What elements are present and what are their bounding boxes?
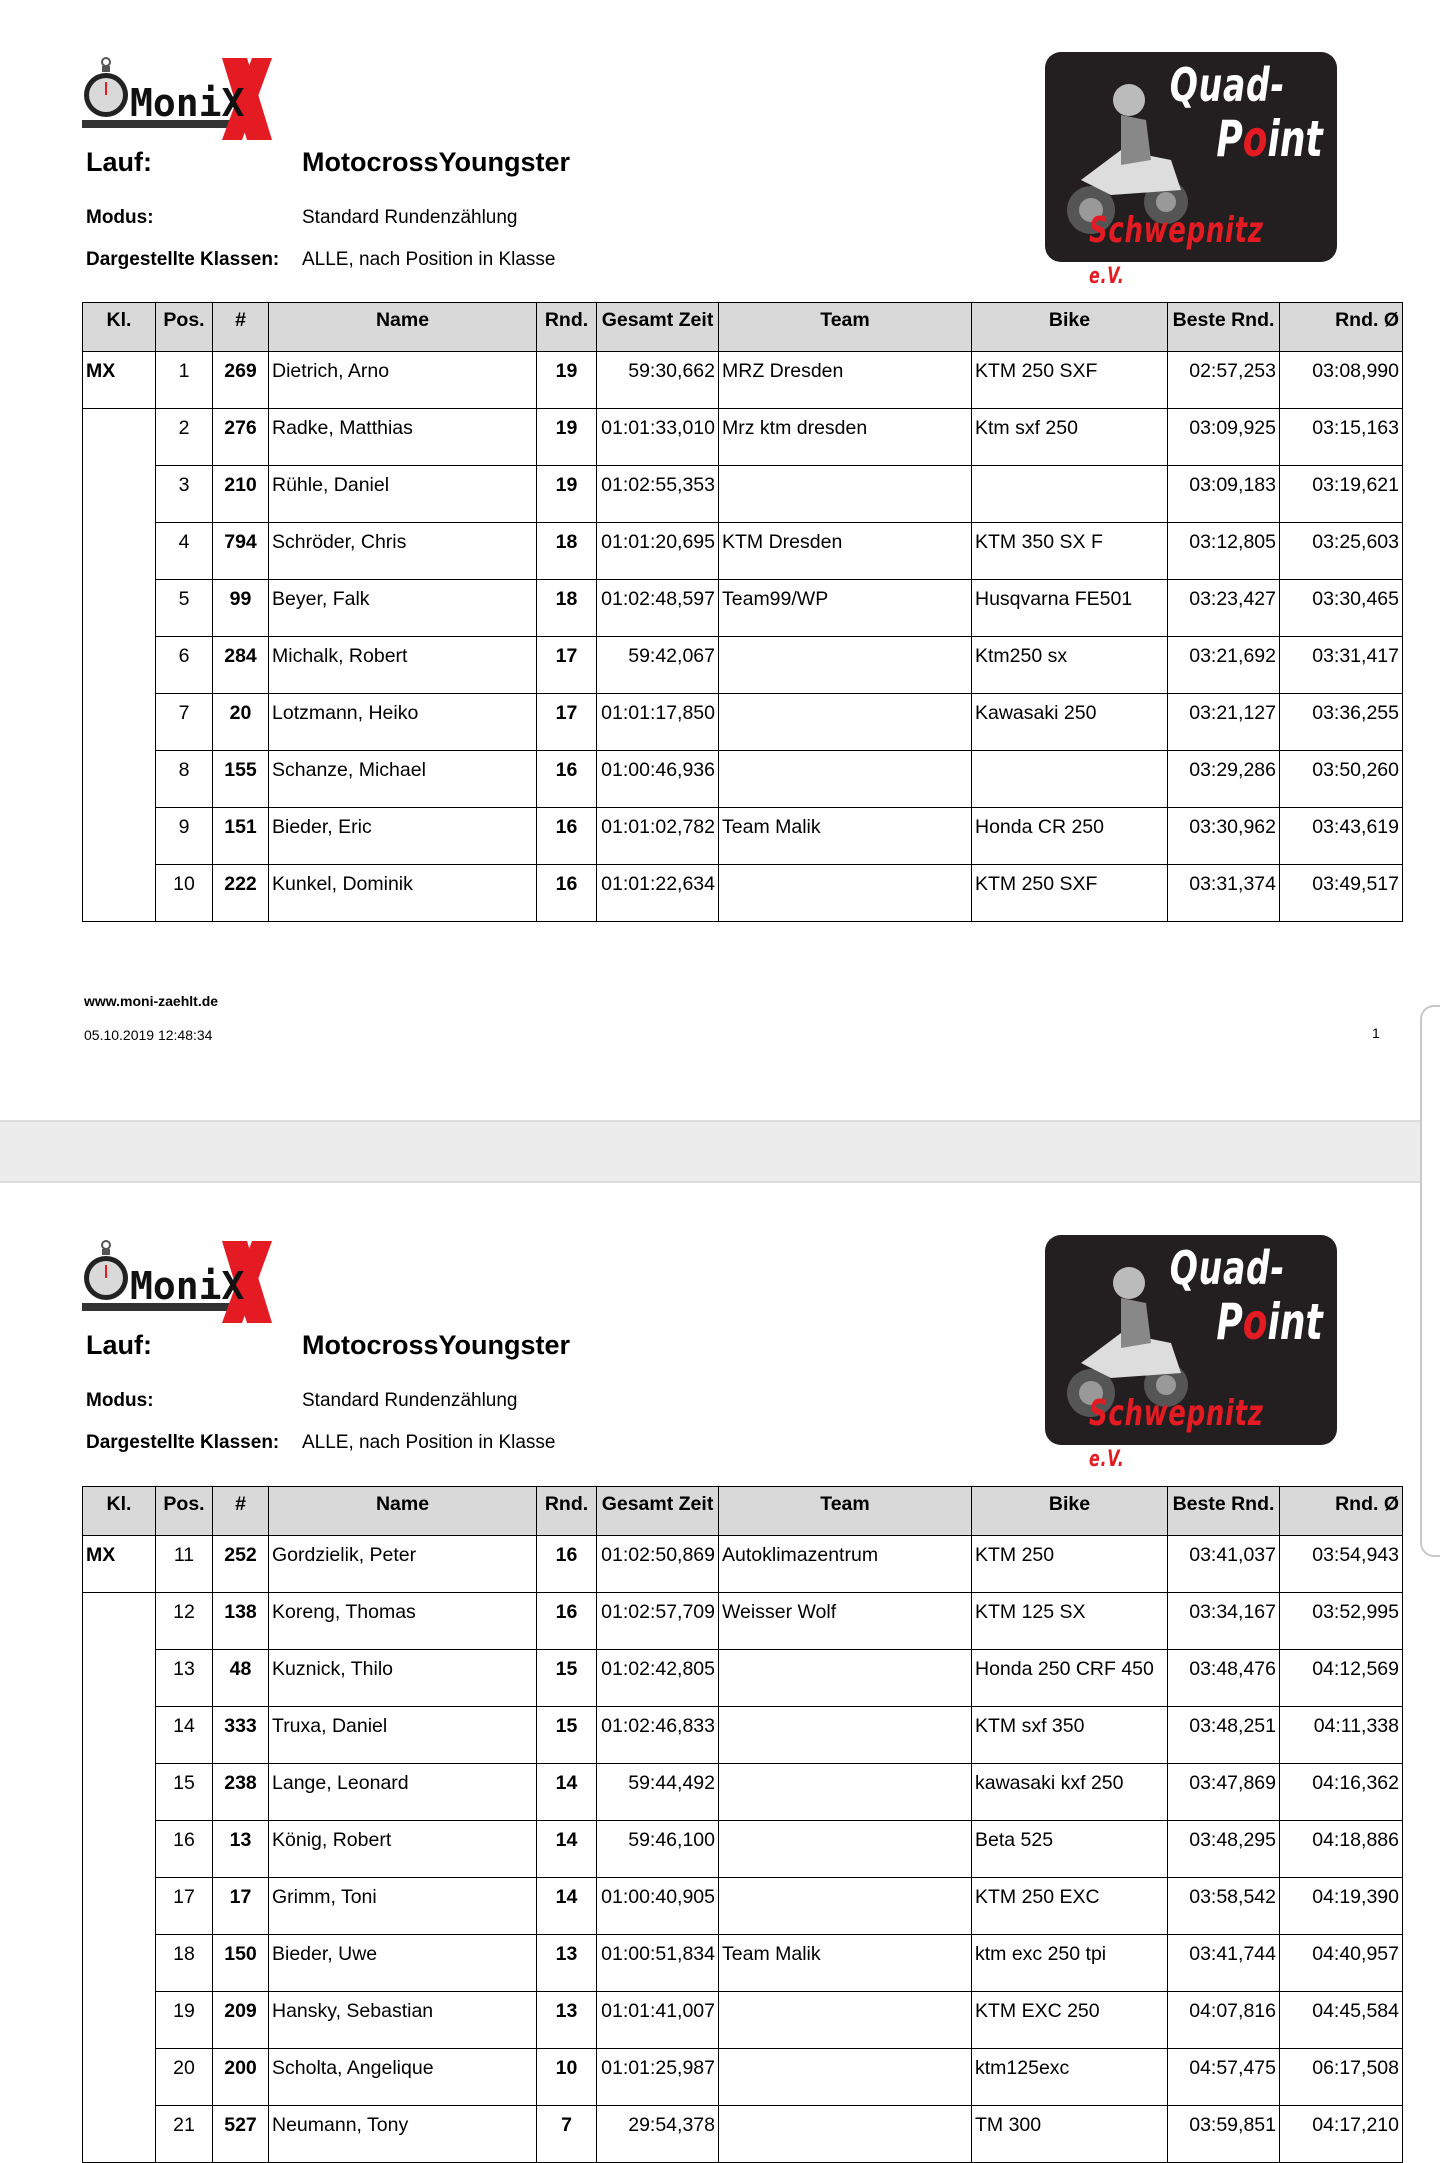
quad-suffix: e.V. <box>1089 264 1125 289</box>
cell-team <box>719 2049 972 2106</box>
table-row <box>83 1821 1403 1878</box>
cell-laps: 15 <box>537 1650 597 1707</box>
cell-number: 252 <box>213 1536 269 1593</box>
cell-bike: ktm125exc <box>972 2049 1168 2106</box>
cell-avg-lap: 04:12,569 <box>1280 1650 1403 1707</box>
cell-number: 527 <box>213 2106 269 2163</box>
table-row <box>83 1992 1403 2049</box>
column-header: # <box>213 1487 269 1536</box>
cell-best-lap: 03:47,869 <box>1168 1764 1280 1821</box>
quad-title-line3 <box>1089 1393 1268 1475</box>
cell-avg-lap: 04:18,886 <box>1280 1821 1403 1878</box>
quad-town: Schwepnitz <box>1089 1393 1264 1434</box>
cell-team: Team Malik <box>719 1935 972 1992</box>
column-header: Kl. <box>83 1487 156 1536</box>
cell-pos: 1 <box>156 352 213 409</box>
cell-bike: Kawasaki 250 <box>972 694 1168 751</box>
table-row <box>83 2049 1403 2106</box>
cell-class <box>83 2049 156 2106</box>
cell-bike: Honda 250 CRF 450 <box>972 1650 1168 1707</box>
cell-best-lap: 04:57,475 <box>1168 2049 1280 2106</box>
cell-class <box>83 637 156 694</box>
footer-site: www.moni-zaehlt.de <box>84 993 219 1009</box>
lauf-value: MotocrossYoungster <box>302 147 571 177</box>
cell-best-lap: 03:58,542 <box>1168 1878 1280 1935</box>
cell-class <box>83 1935 156 1992</box>
table-row <box>83 808 1403 865</box>
cell-number: 200 <box>213 2049 269 2106</box>
cell-best-lap: 04:07,816 <box>1168 1992 1280 2049</box>
cell-total-time: 01:00:46,936 <box>597 751 719 808</box>
cell-number: 17 <box>213 1878 269 1935</box>
cell-bike: TM 300 <box>972 2106 1168 2163</box>
cell-laps: 14 <box>537 1878 597 1935</box>
cell-best-lap: 03:09,925 <box>1168 409 1280 466</box>
cell-total-time: 59:42,067 <box>597 637 719 694</box>
table-row <box>83 409 1403 466</box>
quad-title-line2: Point <box>1216 110 1323 168</box>
table-body <box>83 352 1403 922</box>
cell-class <box>83 694 156 751</box>
cell-laps: 18 <box>537 580 597 637</box>
cell-pos: 17 <box>156 1878 213 1935</box>
cell-class <box>83 466 156 523</box>
table-row <box>83 466 1403 523</box>
cell-name: König, Robert <box>269 1821 537 1878</box>
cell-pos: 10 <box>156 865 213 922</box>
cell-pos: 4 <box>156 523 213 580</box>
cell-pos: 3 <box>156 466 213 523</box>
cell-number: 276 <box>213 409 269 466</box>
klassen-value: ALLE, nach Position in Klasse <box>302 249 556 270</box>
cell-best-lap: 03:23,427 <box>1168 580 1280 637</box>
cell-team: Team99/WP <box>719 580 972 637</box>
cell-avg-lap: 03:25,603 <box>1280 523 1403 580</box>
cell-number: 238 <box>213 1764 269 1821</box>
cell-total-time: 01:01:20,695 <box>597 523 719 580</box>
table-row <box>83 1935 1403 1992</box>
cell-total-time: 01:02:46,833 <box>597 1707 719 1764</box>
cell-bike: KTM 350 SX F <box>972 523 1168 580</box>
footer-page-number: 1 <box>1372 1025 1380 1041</box>
cell-name: Rühle, Daniel <box>269 466 537 523</box>
cell-number: 13 <box>213 1821 269 1878</box>
cell-total-time: 59:46,100 <box>597 1821 719 1878</box>
table-row <box>83 523 1403 580</box>
column-header: Beste Rnd. <box>1168 303 1280 352</box>
cell-total-time: 01:01:25,987 <box>597 2049 719 2106</box>
cell-total-time: 01:01:33,010 <box>597 409 719 466</box>
cell-team <box>719 751 972 808</box>
monix-logo <box>82 50 272 140</box>
cell-pos: 15 <box>156 1764 213 1821</box>
cell-best-lap: 03:30,962 <box>1168 808 1280 865</box>
table-row <box>83 1536 1403 1593</box>
cell-laps: 16 <box>537 751 597 808</box>
cell-laps: 13 <box>537 1935 597 1992</box>
cell-class <box>83 2106 156 2163</box>
cell-total-time: 01:01:41,007 <box>597 1992 719 2049</box>
cell-bike: KTM 250 SXF <box>972 352 1168 409</box>
column-header: Team <box>719 1487 972 1536</box>
cell-avg-lap: 03:19,621 <box>1280 466 1403 523</box>
cell-name: Lotzmann, Heiko <box>269 694 537 751</box>
cell-name: Grimm, Toni <box>269 1878 537 1935</box>
cell-best-lap: 03:48,251 <box>1168 1707 1280 1764</box>
modus-label: Modus: <box>86 1390 154 1411</box>
cell-laps: 16 <box>537 1593 597 1650</box>
cell-pos: 21 <box>156 2106 213 2163</box>
cell-best-lap: 03:41,744 <box>1168 1935 1280 1992</box>
cell-name: Bieder, Eric <box>269 808 537 865</box>
cell-number: 269 <box>213 352 269 409</box>
cell-class <box>83 865 156 922</box>
cell-best-lap: 03:21,692 <box>1168 637 1280 694</box>
cell-best-lap: 03:31,374 <box>1168 865 1280 922</box>
cell-name: Lange, Leonard <box>269 1764 537 1821</box>
klassen-label: Dargestellte Klassen: <box>86 1432 280 1453</box>
cell-team <box>719 637 972 694</box>
cell-best-lap: 03:59,851 <box>1168 2106 1280 2163</box>
cell-number: 20 <box>213 694 269 751</box>
cell-best-lap: 03:48,295 <box>1168 1821 1280 1878</box>
cell-bike: Ktm sxf 250 <box>972 409 1168 466</box>
cell-class <box>83 409 156 466</box>
quad-point-logo <box>1045 1235 1337 1472</box>
cell-bike: KTM sxf 350 <box>972 1707 1168 1764</box>
table-row <box>83 751 1403 808</box>
quad-title-line3 <box>1089 210 1268 292</box>
column-header: Pos. <box>156 303 213 352</box>
monix-logo <box>82 1233 272 1323</box>
results-table-page1 <box>82 302 1403 922</box>
cell-total-time: 01:02:50,869 <box>597 1536 719 1593</box>
cell-name: Gordzielik, Peter <box>269 1536 537 1593</box>
cell-pos: 12 <box>156 1593 213 1650</box>
cell-laps: 16 <box>537 1536 597 1593</box>
cell-name: Kuznick, Thilo <box>269 1650 537 1707</box>
modus-value: Standard Rundenzählung <box>302 1390 518 1411</box>
cell-name: Hansky, Sebastian <box>269 1992 537 2049</box>
cell-avg-lap: 03:15,163 <box>1280 409 1403 466</box>
lauf-label: Lauf: <box>86 1330 152 1360</box>
cell-laps: 19 <box>537 409 597 466</box>
monix-logo-text: MoniX <box>130 1264 245 1308</box>
cell-number: 151 <box>213 808 269 865</box>
cell-bike: KTM 125 SX <box>972 1593 1168 1650</box>
cell-name: Neumann, Tony <box>269 2106 537 2163</box>
column-header: Rnd. <box>537 1487 597 1536</box>
cell-number: 794 <box>213 523 269 580</box>
cell-avg-lap: 04:17,210 <box>1280 2106 1403 2163</box>
cell-avg-lap: 03:49,517 <box>1280 865 1403 922</box>
cell-class <box>83 1707 156 1764</box>
column-header: Bike <box>972 303 1168 352</box>
column-header: Team <box>719 303 972 352</box>
cell-laps: 14 <box>537 1764 597 1821</box>
cell-avg-lap: 03:30,465 <box>1280 580 1403 637</box>
cell-class <box>83 1878 156 1935</box>
cell-pos: 20 <box>156 2049 213 2106</box>
cell-avg-lap: 04:19,390 <box>1280 1878 1403 1935</box>
cell-pos: 2 <box>156 409 213 466</box>
cell-best-lap: 03:29,286 <box>1168 751 1280 808</box>
cell-total-time: 01:01:17,850 <box>597 694 719 751</box>
cell-total-time: 01:02:42,805 <box>597 1650 719 1707</box>
cell-team <box>719 1821 972 1878</box>
cell-bike: Beta 525 <box>972 1821 1168 1878</box>
column-header: Bike <box>972 1487 1168 1536</box>
lauf-label: Lauf: <box>86 147 152 177</box>
cell-best-lap: 02:57,253 <box>1168 352 1280 409</box>
cell-bike: Ktm250 sx <box>972 637 1168 694</box>
cell-avg-lap: 04:45,584 <box>1280 1992 1403 2049</box>
cell-team: Weisser Wolf <box>719 1593 972 1650</box>
cell-laps: 17 <box>537 637 597 694</box>
cell-pos: 11 <box>156 1536 213 1593</box>
cell-team <box>719 865 972 922</box>
cell-pos: 16 <box>156 1821 213 1878</box>
cell-best-lap: 03:41,037 <box>1168 1536 1280 1593</box>
cell-total-time: 01:00:40,905 <box>597 1878 719 1935</box>
cell-number: 48 <box>213 1650 269 1707</box>
cell-team: Team Malik <box>719 808 972 865</box>
cell-class <box>83 1764 156 1821</box>
column-header: Rnd. <box>537 303 597 352</box>
cell-number: 155 <box>213 751 269 808</box>
cell-team <box>719 1992 972 2049</box>
cell-avg-lap: 03:54,943 <box>1280 1536 1403 1593</box>
table-body <box>83 1536 1403 2163</box>
cell-pos: 7 <box>156 694 213 751</box>
cell-number: 209 <box>213 1992 269 2049</box>
cell-laps: 16 <box>537 865 597 922</box>
cell-class <box>83 1992 156 2049</box>
table-row <box>83 694 1403 751</box>
table-row <box>83 1707 1403 1764</box>
cell-class: MX <box>83 1536 156 1593</box>
cell-best-lap: 03:12,805 <box>1168 523 1280 580</box>
cell-pos: 8 <box>156 751 213 808</box>
cell-avg-lap: 03:50,260 <box>1280 751 1403 808</box>
cell-pos: 19 <box>156 1992 213 2049</box>
cell-laps: 17 <box>537 694 597 751</box>
cell-number: 99 <box>213 580 269 637</box>
cell-avg-lap: 03:43,619 <box>1280 808 1403 865</box>
cell-number: 333 <box>213 1707 269 1764</box>
cell-team: Mrz ktm dresden <box>719 409 972 466</box>
cell-pos: 5 <box>156 580 213 637</box>
column-header: # <box>213 303 269 352</box>
cell-laps: 7 <box>537 2106 597 2163</box>
cell-best-lap: 03:09,183 <box>1168 466 1280 523</box>
cell-laps: 13 <box>537 1992 597 2049</box>
table-row <box>83 1650 1403 1707</box>
cell-laps: 14 <box>537 1821 597 1878</box>
column-header: Name <box>269 303 537 352</box>
cell-avg-lap: 04:40,957 <box>1280 1935 1403 1992</box>
cell-name: Bieder, Uwe <box>269 1935 537 1992</box>
cell-total-time: 01:01:02,782 <box>597 808 719 865</box>
cell-number: 222 <box>213 865 269 922</box>
cell-class <box>83 1593 156 1650</box>
cell-team <box>719 1764 972 1821</box>
page-separator <box>0 1120 1440 1183</box>
cell-name: Koreng, Thomas <box>269 1593 537 1650</box>
cell-avg-lap: 03:36,255 <box>1280 694 1403 751</box>
quad-suffix: e.V. <box>1089 1447 1125 1472</box>
cell-number: 150 <box>213 1935 269 1992</box>
cell-class <box>83 523 156 580</box>
cell-name: Schröder, Chris <box>269 523 537 580</box>
column-header: Beste Rnd. <box>1168 1487 1280 1536</box>
cell-total-time: 59:30,662 <box>597 352 719 409</box>
cell-name: Radke, Matthias <box>269 409 537 466</box>
cell-laps: 18 <box>537 523 597 580</box>
cell-avg-lap: 04:11,338 <box>1280 1707 1403 1764</box>
cell-team <box>719 1707 972 1764</box>
cell-name: Dietrich, Arno <box>269 352 537 409</box>
column-header: Gesamt Zeit <box>597 1487 719 1536</box>
cell-laps: 19 <box>537 466 597 523</box>
footer-datetime: 05.10.2019 12:48:34 <box>84 1027 213 1043</box>
table-header-row <box>83 1487 1403 1536</box>
table-row <box>83 352 1403 409</box>
cell-team <box>719 2106 972 2163</box>
cell-bike: kawasaki kxf 250 <box>972 1764 1168 1821</box>
cell-total-time: 29:54,378 <box>597 2106 719 2163</box>
cell-total-time: 01:02:57,709 <box>597 1593 719 1650</box>
cell-number: 284 <box>213 637 269 694</box>
quad-town: Schwepnitz <box>1089 210 1264 251</box>
cell-total-time: 01:02:55,353 <box>597 466 719 523</box>
cell-name: Schanze, Michael <box>269 751 537 808</box>
cell-name: Michalk, Robert <box>269 637 537 694</box>
cell-team <box>719 1650 972 1707</box>
cell-pos: 9 <box>156 808 213 865</box>
cell-total-time: 59:44,492 <box>597 1764 719 1821</box>
cell-team: Autoklimazentrum <box>719 1536 972 1593</box>
cell-best-lap: 03:48,476 <box>1168 1650 1280 1707</box>
cell-pos: 18 <box>156 1935 213 1992</box>
cell-bike: KTM EXC 250 <box>972 1992 1168 2049</box>
column-header: Gesamt Zeit <box>597 303 719 352</box>
klassen-label: Dargestellte Klassen: <box>86 249 280 270</box>
table-row <box>83 865 1403 922</box>
cell-laps: 16 <box>537 808 597 865</box>
quad-title-line1: Quad- <box>1169 58 1285 112</box>
column-header: Name <box>269 1487 537 1536</box>
cell-team <box>719 694 972 751</box>
cell-pos: 6 <box>156 637 213 694</box>
cell-team: KTM Dresden <box>719 523 972 580</box>
cell-team: MRZ Dresden <box>719 352 972 409</box>
quad-title-line2: Point <box>1216 1293 1323 1351</box>
table-row <box>83 637 1403 694</box>
klassen-value: ALLE, nach Position in Klasse <box>302 1432 556 1453</box>
side-scroll-handle[interactable] <box>1420 1005 1440 1557</box>
cell-total-time: 01:00:51,834 <box>597 1935 719 1992</box>
cell-name: Scholta, Angelique <box>269 2049 537 2106</box>
cell-team <box>719 466 972 523</box>
table-row <box>83 2106 1403 2163</box>
cell-name: Truxa, Daniel <box>269 1707 537 1764</box>
column-header: Rnd. Ø <box>1280 1487 1403 1536</box>
cell-avg-lap: 06:17,508 <box>1280 2049 1403 2106</box>
cell-bike <box>972 466 1168 523</box>
monix-logo-text: MoniX <box>130 81 245 125</box>
column-header: Kl. <box>83 303 156 352</box>
cell-total-time: 01:01:22,634 <box>597 865 719 922</box>
cell-pos: 13 <box>156 1650 213 1707</box>
cell-name: Kunkel, Dominik <box>269 865 537 922</box>
cell-laps: 19 <box>537 352 597 409</box>
cell-class <box>83 1821 156 1878</box>
cell-class <box>83 751 156 808</box>
cell-class <box>83 1650 156 1707</box>
cell-avg-lap: 04:16,362 <box>1280 1764 1403 1821</box>
cell-laps: 15 <box>537 1707 597 1764</box>
table-row <box>83 1593 1403 1650</box>
cell-class: MX <box>83 352 156 409</box>
cell-class <box>83 808 156 865</box>
cell-bike: Honda CR 250 <box>972 808 1168 865</box>
quad-title-line1: Quad- <box>1169 1241 1285 1295</box>
table-header-row <box>83 303 1403 352</box>
cell-name: Beyer, Falk <box>269 580 537 637</box>
table-row <box>83 1764 1403 1821</box>
cell-number: 210 <box>213 466 269 523</box>
cell-number: 138 <box>213 1593 269 1650</box>
cell-best-lap: 03:34,167 <box>1168 1593 1280 1650</box>
table-row <box>83 580 1403 637</box>
cell-avg-lap: 03:08,990 <box>1280 352 1403 409</box>
cell-avg-lap: 03:52,995 <box>1280 1593 1403 1650</box>
modus-value: Standard Rundenzählung <box>302 207 518 228</box>
cell-bike: Husqvarna FE501 <box>972 580 1168 637</box>
results-table-page2 <box>82 1486 1403 2163</box>
cell-total-time: 01:02:48,597 <box>597 580 719 637</box>
column-header: Pos. <box>156 1487 213 1536</box>
table-row <box>83 1878 1403 1935</box>
cell-bike: ktm exc 250 tpi <box>972 1935 1168 1992</box>
cell-team <box>719 1878 972 1935</box>
modus-label: Modus: <box>86 207 154 228</box>
cell-bike <box>972 751 1168 808</box>
cell-class <box>83 580 156 637</box>
cell-bike: KTM 250 <box>972 1536 1168 1593</box>
cell-bike: KTM 250 EXC <box>972 1878 1168 1935</box>
cell-avg-lap: 03:31,417 <box>1280 637 1403 694</box>
cell-laps: 10 <box>537 2049 597 2106</box>
quad-point-logo <box>1045 52 1337 289</box>
cell-best-lap: 03:21,127 <box>1168 694 1280 751</box>
cell-pos: 14 <box>156 1707 213 1764</box>
column-header: Rnd. Ø <box>1280 303 1403 352</box>
lauf-value: MotocrossYoungster <box>302 1330 571 1360</box>
cell-bike: KTM 250 SXF <box>972 865 1168 922</box>
